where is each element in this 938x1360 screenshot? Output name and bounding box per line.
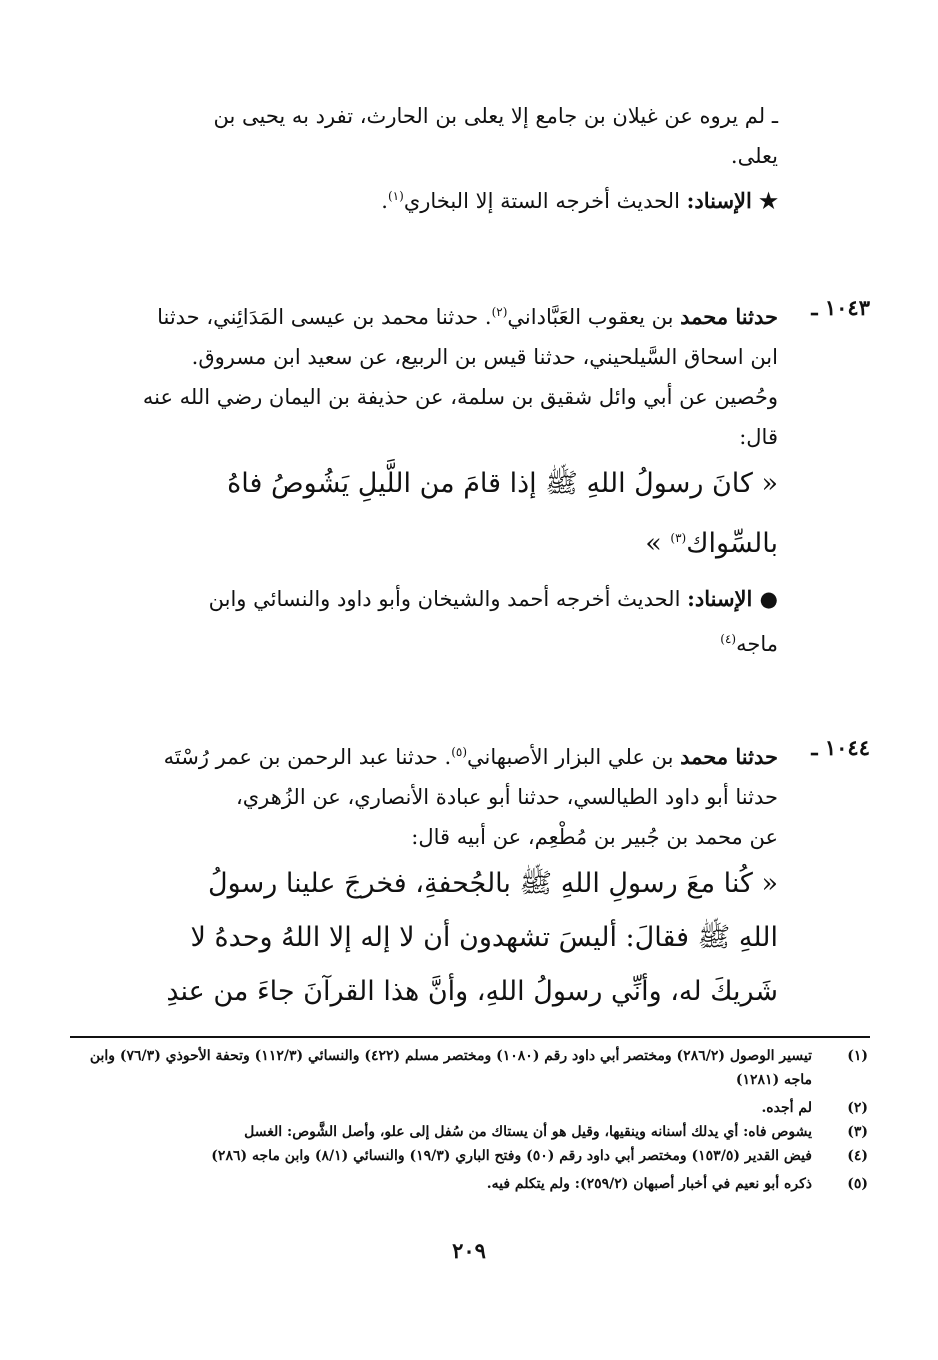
text-line: ـ لم يروه عن غيلان بن جامع إلا يعلى بن الحارث، تفرد به يحيى بن: [213, 104, 778, 128]
footnote-ref: (٣): [670, 531, 687, 545]
footnote-text: لم أجده.: [761, 1100, 812, 1116]
chain-line: [128, 732, 778, 777]
chain-text: . حدثنا عبد الرحمن بن عمر رُسْتَه: [163, 745, 452, 769]
text-line: يعلى.: [730, 144, 778, 168]
isnad-label: ★ الإسناد:: [686, 188, 778, 213]
footnote-text: ذكره أبو نعيم في أخبار أصبهان (٢٥٩/٢): ولم يتكلم فيه.: [486, 1176, 812, 1192]
footnote-number: (٥): [847, 1176, 868, 1192]
isnad-text: الحديث أخرجه الستة إلا البخاري: [403, 189, 680, 213]
matn-text: »: [645, 528, 671, 559]
footnote-text: فيض القدير (١٥٣/٥) ومختصر أبي داود رقم (٥٠) وفتح الباري (١٩/٣) والنسائي (٨/١) وابن ماجه (٢٨٦): [211, 1148, 812, 1164]
isnad-note: [128, 176, 778, 221]
matn-line: [128, 511, 778, 571]
chain-text: بن يعقوب العَبَّاداني: [507, 305, 674, 329]
isnad-label: ● الإسناد:: [687, 586, 778, 611]
previous-hadith-continuation: [128, 96, 778, 221]
chain-text: بن علي البزار الأصبهاني: [467, 745, 674, 769]
isnad-text: ماجه: [736, 632, 778, 656]
chain-line: وحُصين عن أبي وائل شقيق بن سلمة، عن حذيفة بن اليمان رضي الله عنه: [142, 385, 778, 409]
footnote-ref: (٥): [451, 745, 468, 759]
chain-line: عن محمد بن جُبير بن مُطْعِم، عن أبيه قال:: [411, 825, 778, 849]
page-number: ٢٠٩: [452, 1238, 486, 1263]
hadith-number: ١٠٤٣ ـ: [811, 295, 870, 320]
chain-line: حدثنا أبو داود الطيالسي، حدثنا أبو عبادة الأنصاري، عن الزُهري،: [235, 785, 778, 809]
hadith-1043: [128, 292, 778, 664]
matn-line: « كانَ رسولُ اللهِ ﷺ إذا قامَ من اللَّيلِ يَشُوصُ فاهُ: [227, 468, 778, 499]
footnote-number: (٣): [847, 1124, 868, 1140]
isnad-note: [128, 579, 778, 619]
footnote: [68, 1096, 868, 1120]
chain-text: . حدثنا محمد بن عيسى المَدَائِني، حدثنا: [157, 305, 492, 329]
isnad-text: الحديث أخرجه أحمد والشيخان وأبو داود والنسائي وابن: [208, 587, 681, 611]
footnote-number: (٤): [847, 1148, 868, 1164]
matn-line: « كُنا معَ رسولِ اللهِ ﷺ بالجُحفةِ، فخرجَ علينا رسولُ: [208, 868, 778, 899]
hadith-1044: [128, 732, 778, 1019]
footnote-ref: (٤): [720, 632, 737, 646]
chain-line: ابن اسحاق السَّيلحيني، حدثنا قيس بن الربيع، عن سعيد ابن مسروق.: [191, 345, 778, 369]
chain-line: [128, 292, 778, 337]
footnote-divider: [70, 1036, 870, 1038]
footnotes: [68, 1044, 868, 1196]
footnote: [68, 1144, 868, 1168]
footnote-text: تيسير الوصول (٢٨٦/٢) ومختصر أبي داود رقم (١٠٨٠) ومختصر مسلم (٤٢٢) والنسائي (١١٢/٣) وتحفة الأحوذي (٧٦/٣) وابن ماجه (١٢٨١): [89, 1048, 812, 1088]
matn-text: بالسِّواك: [686, 528, 778, 559]
chain-line: قال:: [739, 425, 778, 449]
chain-keyword: حدثنا محمد: [680, 744, 778, 769]
hadith-number: ١٠٤٤ ـ: [811, 735, 870, 760]
footnote-ref: (٢): [491, 305, 508, 319]
isnad-note: [128, 619, 778, 664]
footnote-ref: (١): [387, 189, 404, 203]
footnote-number: (١): [847, 1048, 868, 1064]
footnote-text: يشوص فاه: أي يدلك أسنانه وينقيها، وقيل هو أن يستاك من سُفل إلى علو، وأصل الشَّوص: الغسل: [244, 1124, 812, 1140]
matn-line: اللهِ ﷺ فقالَ: أليسَ تشهدون أن لا إله إلا اللهُ وحدهُ لا: [190, 922, 778, 953]
footnote: [68, 1044, 868, 1092]
chain-keyword: حدثنا محمد: [680, 304, 778, 329]
matn-line: شَريكَ له، وأنِّي رسولُ اللهِ، وأنَّ هذا القرآنَ جاءَ من عندِ: [166, 976, 778, 1007]
text-punct: .: [381, 189, 388, 213]
footnote-number: (٢): [847, 1100, 868, 1116]
footnote: [68, 1120, 868, 1144]
footnote: [68, 1172, 868, 1196]
